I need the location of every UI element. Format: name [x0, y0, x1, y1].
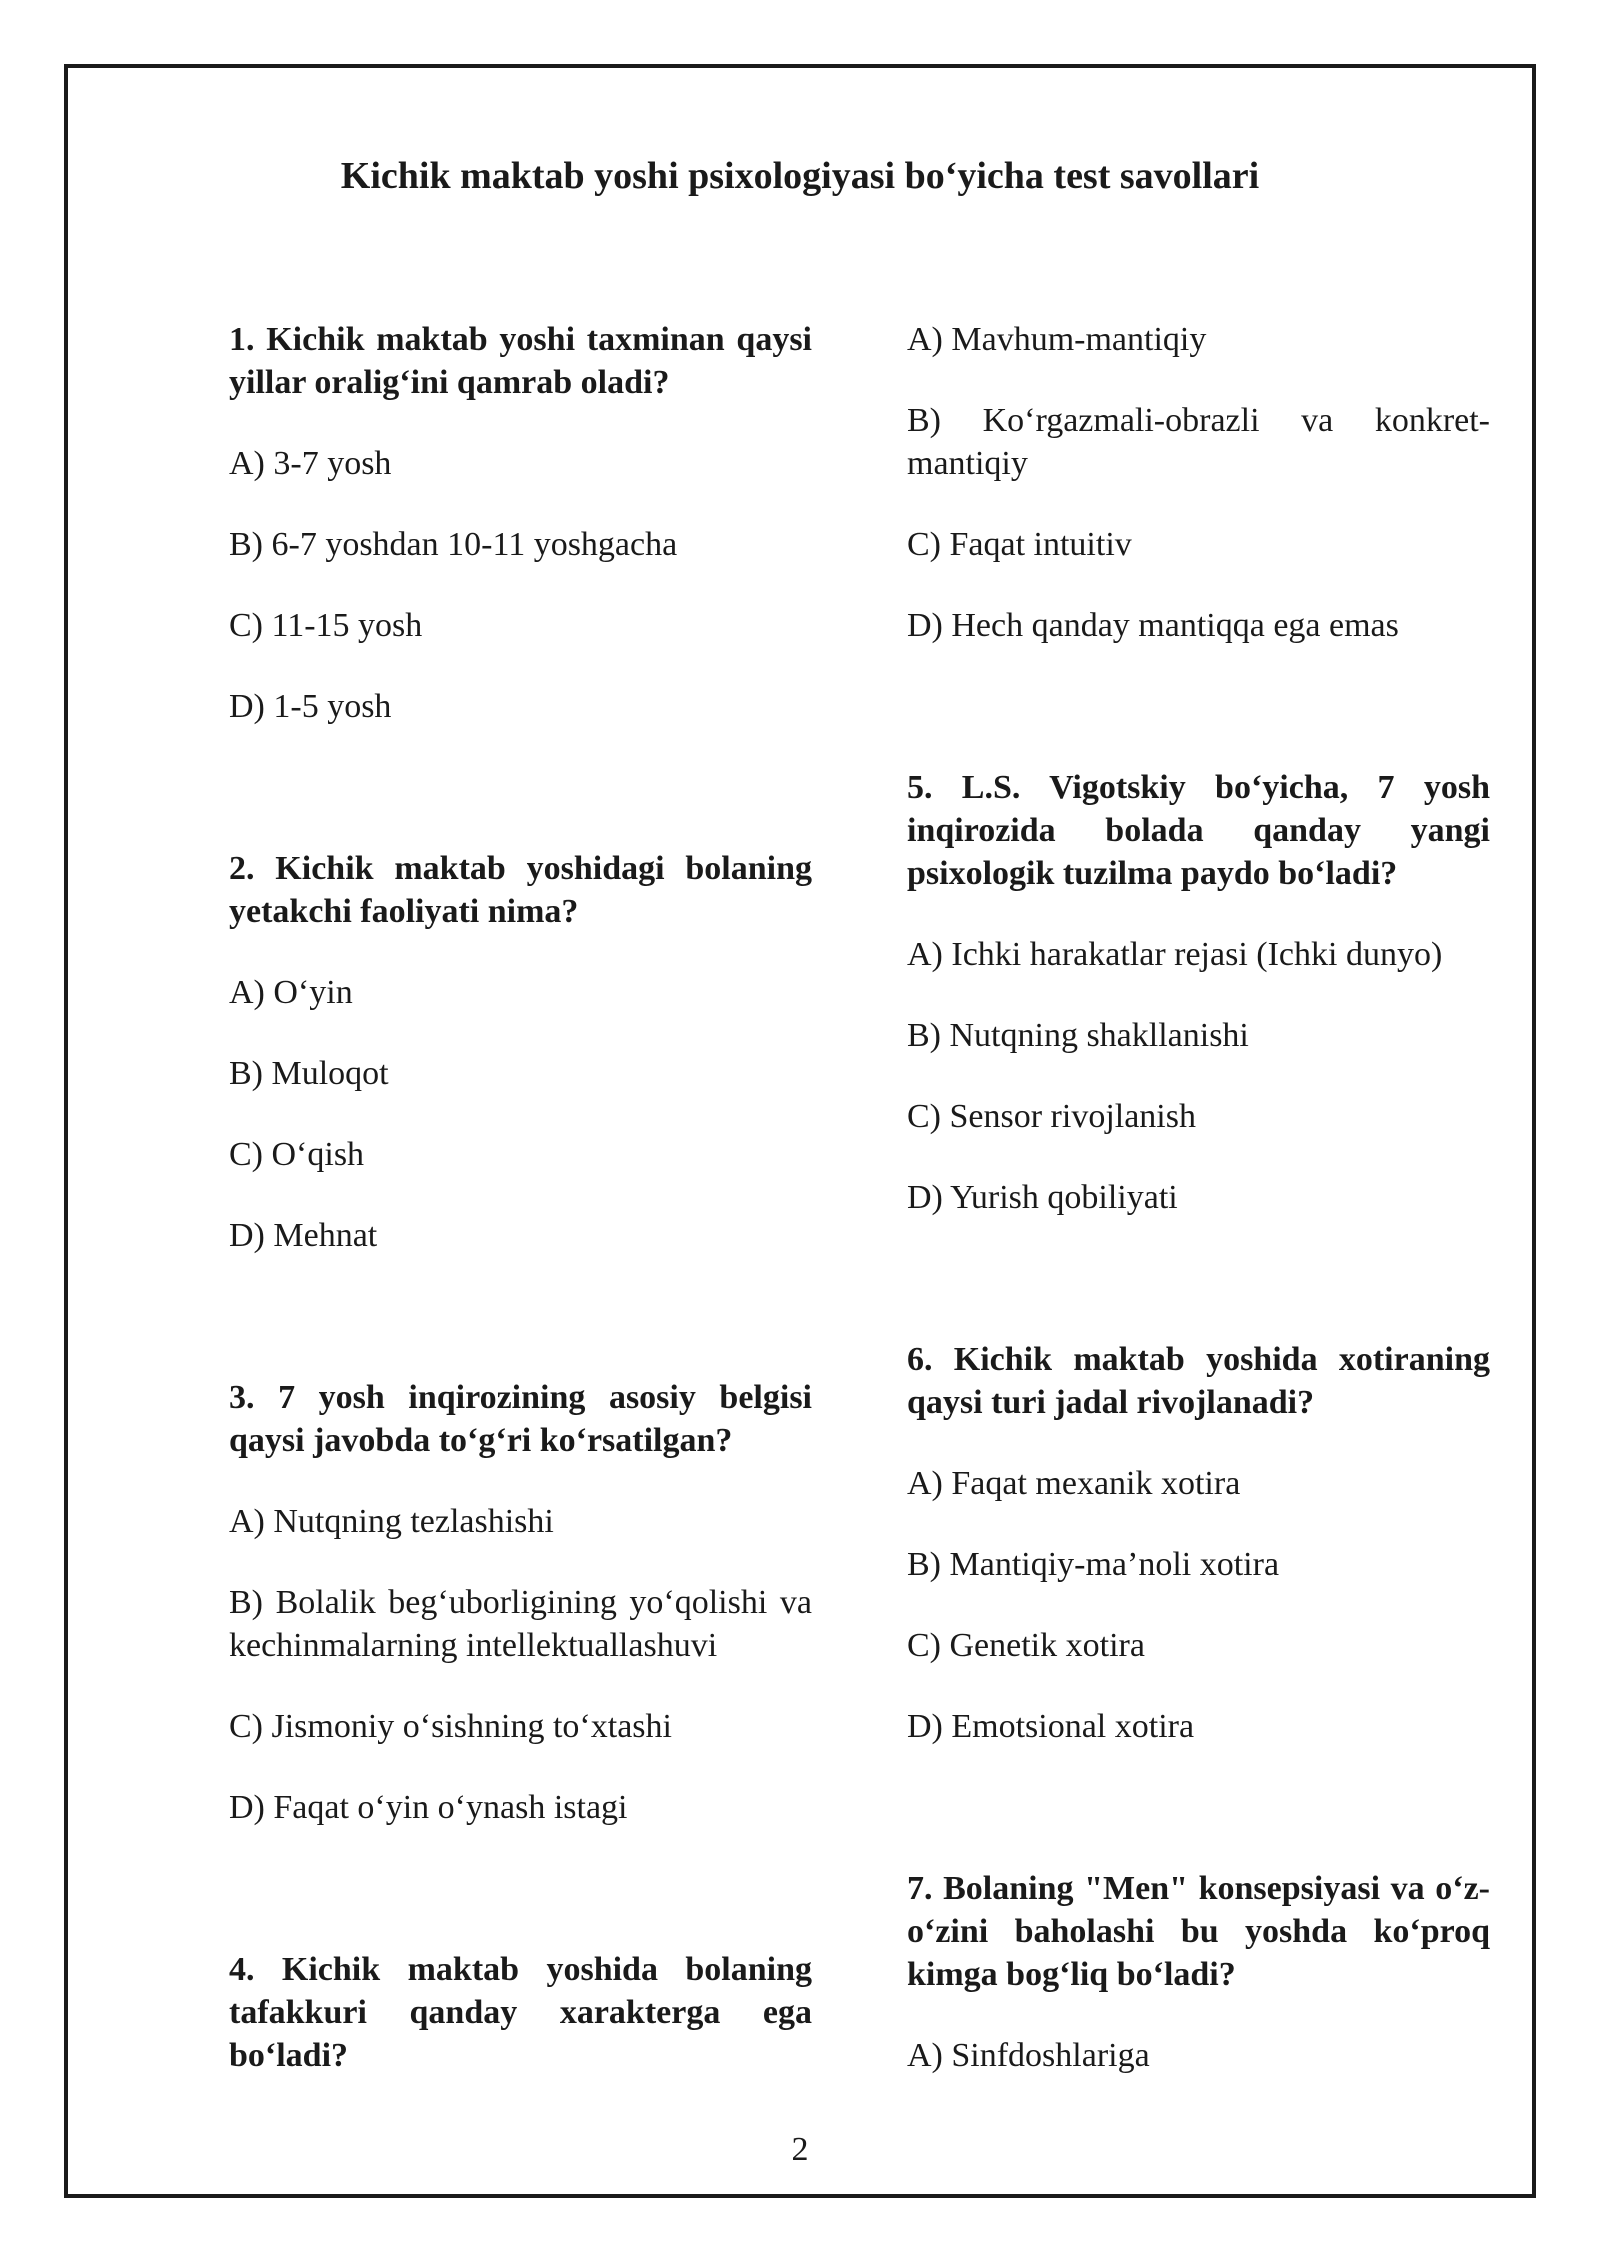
q3-option-b: B) Bolalik beg‘uborligining yo‘qolishi va kechinmalarning intellektuallashuvi	[229, 1584, 812, 1664]
spacer	[229, 1295, 812, 1376]
left-column	[229, 318, 812, 2115]
q6-option-d: D) Emotsional xotira	[907, 1708, 1195, 1745]
q2-option-b: B) Muloqot	[229, 1055, 389, 1092]
question-7: 7. Bolaning "Men" konsepsiyasi va o‘z-o‘zini baholashi bu yoshda ko‘proq kimga bog‘liq bo‘ladi?	[907, 1870, 1490, 1993]
spacer	[907, 1257, 1490, 1338]
q3-option-a: A) Nutqning tezlashishi	[229, 1503, 554, 1540]
q2-option-c: C) O‘qish	[229, 1136, 365, 1173]
spacer	[229, 1867, 812, 1948]
question-3: 3. 7 yosh inqirozining asosiy belgisi qaysi javobda to‘g‘ri ko‘rsatilgan?	[229, 1379, 812, 1459]
q4-option-b: B) Ko‘rgazmali-obrazli va konkret-mantiqiy	[907, 402, 1490, 482]
question-2: 2. Kichik maktab yoshidagi bolaning yetakchi faoliyati nima?	[229, 850, 812, 930]
q2-option-a: A) O‘yin	[229, 974, 353, 1011]
q6-option-b: B) Mantiqiy-ma’noli xotira	[907, 1546, 1280, 1583]
question-5: 5. L.S. Vigotskiy bo‘yicha, 7 yosh inqirozida bolada qanday yangi psixologik tuzilma paydo bo‘ladi?	[907, 769, 1490, 892]
q3-option-d: D) Faqat o‘yin o‘ynash istagi	[229, 1789, 628, 1826]
q3-option-c: C) Jismoniy o‘sishning to‘xtashi	[229, 1708, 672, 1745]
spacer	[907, 685, 1490, 766]
q4-option-a: A) Mavhum-mantiqiy	[907, 321, 1207, 358]
q5-option-b: B) Nutqning shakllanishi	[907, 1017, 1249, 1054]
page-number: 2	[791, 2131, 809, 2168]
question-6: 6. Kichik maktab yoshida xotiraning qaysi turi jadal rivojlanadi?	[907, 1341, 1490, 1421]
q5-option-c: C) Sensor rivojlanish	[907, 1098, 1196, 1135]
q1-option-c: C) 11-15 yosh	[229, 607, 423, 644]
question-4: 4. Kichik maktab yoshida bolaning tafakkuri qanday xarakterga ega bo‘ladi?	[229, 1951, 812, 2074]
q1-option-d: D) 1-5 yosh	[229, 688, 392, 725]
q4-option-c: C) Faqat intuitiv	[907, 526, 1132, 563]
q5-option-a: A) Ichki harakatlar rejasi (Ichki dunyo)	[907, 936, 1443, 973]
right-column	[907, 318, 1490, 2115]
q1-option-b: B) 6-7 yoshdan 10-11 yoshgacha	[229, 526, 678, 563]
q6-option-a: A) Faqat mexanik xotira	[907, 1465, 1241, 1502]
q1-option-a: A) 3-7 yosh	[229, 445, 392, 482]
q6-option-c: C) Genetik xotira	[907, 1627, 1145, 1664]
q7-option-a: A) Sinfdoshlariga	[907, 2037, 1150, 2074]
q5-option-d: D) Yurish qobiliyati	[907, 1179, 1178, 1216]
q2-option-d: D) Mehnat	[229, 1217, 378, 1254]
question-1: 1. Kichik maktab yoshi taxminan qaysi yillar oralig‘ini qamrab oladi?	[229, 321, 812, 401]
spacer	[229, 766, 812, 847]
spacer	[907, 1786, 1490, 1867]
q4-option-d: D) Hech qanday mantiqqa ega emas	[907, 607, 1399, 644]
page-title: Kichik maktab yoshi psixologiyasi bo‘yicha test savollari	[340, 155, 1260, 197]
